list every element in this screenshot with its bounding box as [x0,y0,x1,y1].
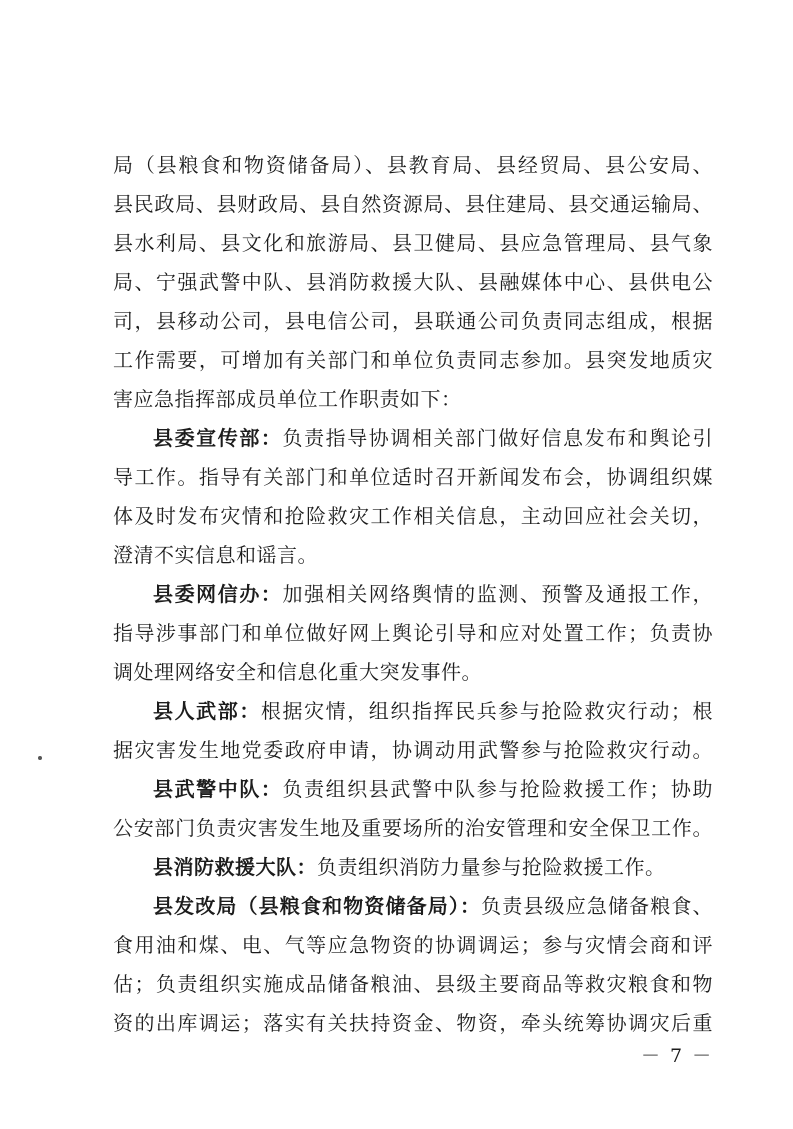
body-line: 调处理网络安全和信息化重大突发事件。 [113,660,482,684]
section-heading: 县委网信办： [153,582,283,606]
paragraph-first-line [153,691,713,731]
section-first-line-text: 根据灾情，组织指挥民兵参与抢险救灾行动；根 [260,699,714,723]
body-line: 工作需要，可增加有关部门和单位负责同志参加。县突发地质灾 [113,348,713,372]
section-heading: 县委宣传部： [153,426,283,450]
section-first-line-text: 负责组织消防力量参与抢险救援工作。 [317,855,666,879]
paragraph-first-line [153,418,713,458]
section-first-line-text: 负责指导协调相关部门做好信息发布和舆论引 [282,426,714,450]
body-line: 导工作。指导有关部门和单位适时召开新闻发布会，协调组织媒 [113,465,713,489]
section-first-line-text: 加强相关网络舆情的监测、预警及通报工作， [282,582,714,606]
body-line: 害应急指挥部成员单位工作职责如下： [113,387,462,411]
body-line: 估；负责组织实施成品储备粮油、县级主要商品等救灾粮食和物 [113,972,713,996]
section-first-line-text: 负责县级应急储备粮食、 [481,894,714,918]
body-line: 公安部门负责灾害发生地及重要场所的治安管理和安全保卫工作。 [113,816,713,840]
paragraph-first-line [153,847,713,887]
body-line: 县民政局、县财政局、县自然资源局、县住建局、县交通运输局、 [113,192,713,216]
section-heading: 县发改局（县粮食和物资储备局）： [153,894,482,918]
scan-speck [38,756,42,760]
paragraph-first-line [153,769,713,809]
section-heading: 县人武部： [153,699,261,723]
body-line: 资的出库调运；落实有关扶持资金、物资，牵头统筹协调灾后重 [113,1011,713,1035]
body-line: 县水利局、县文化和旅游局、县卫健局、县应急管理局、县气象 [113,231,713,255]
body-line: 食用油和煤、电、气等应急物资的协调调运；参与灾情会商和评 [113,933,713,957]
section-heading: 县消防救援大队： [153,855,317,879]
body-line: 局（县粮食和物资储备局）、县教育局、县经贸局、县公安局、 [113,153,713,177]
body-line: 体及时发布灾情和抢险救灾工作相关信息，主动回应社会关切， [113,504,713,528]
body-line: 澄清不实信息和谣言。 [113,543,318,567]
body-line: 局、宁强武警中队、县消防救援大队、县融媒体中心、县供电公 [113,270,713,294]
body-line: 司，县移动公司，县电信公司，县联通公司负责同志组成，根据 [113,309,713,333]
body-line: 据灾害发生地党委政府申请，协调动用武警参与抢险救灾行动。 [113,738,713,762]
paragraph-first-line [153,886,713,926]
section-heading: 县武警中队： [153,777,283,801]
page-number: － 7 － [641,1045,714,1067]
paragraph-first-line [153,574,713,614]
body-line: 指导涉事部门和单位做好网上舆论引导和应对处置工作；负责协 [113,621,713,645]
section-first-line-text: 负责组织县武警中队参与抢险救援工作；协助 [282,777,714,801]
